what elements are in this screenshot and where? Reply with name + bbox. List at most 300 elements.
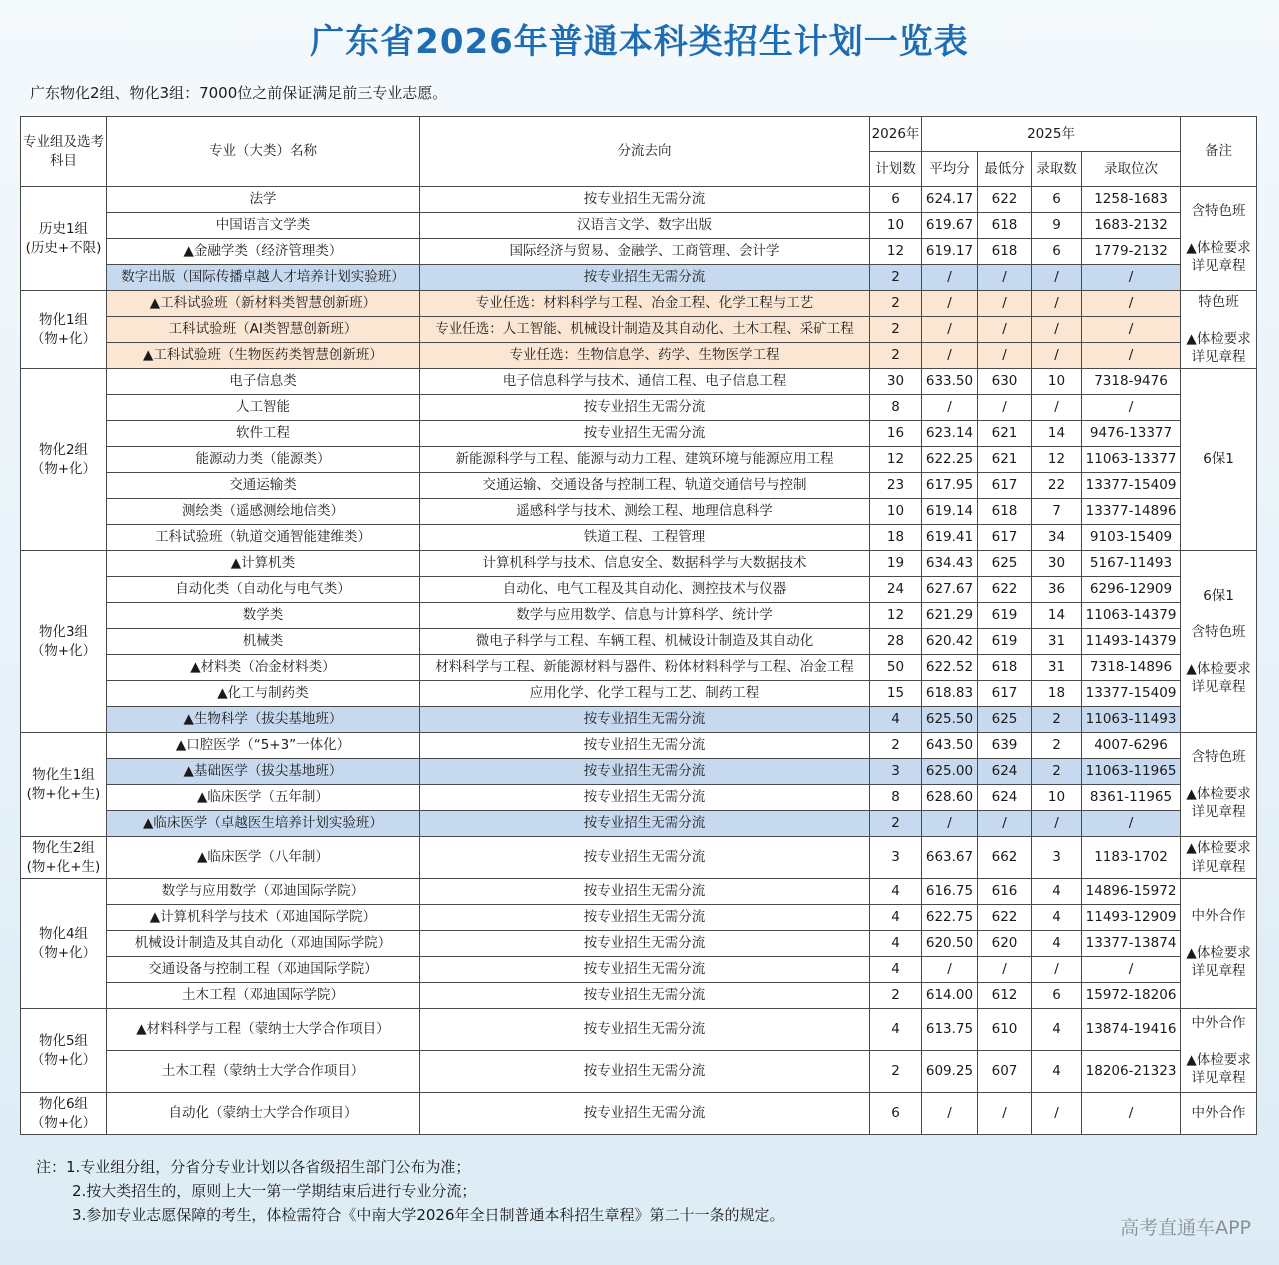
plan-cell: 18: [870, 525, 922, 551]
min-cell: 617: [978, 681, 1032, 707]
header-major: 专业（大类）名称: [107, 117, 420, 187]
plan-cell: 2: [870, 343, 922, 369]
plan-cell: 4: [870, 931, 922, 957]
count-cell: 4: [1032, 879, 1082, 905]
split-cell: 电子信息科学与技术、通信工程、电子信息工程: [420, 369, 870, 395]
avg-cell: 622.75: [922, 905, 978, 931]
header-note: 备注: [1181, 117, 1257, 187]
split-cell: 按专业招生无需分流: [420, 421, 870, 447]
rank-cell: 13874-19416: [1082, 1009, 1181, 1051]
avg-cell: /: [922, 291, 978, 317]
rank-cell: 1183-1702: [1082, 837, 1181, 879]
group-cell: 物化2组 （物+化）: [21, 369, 107, 551]
split-cell: 按专业招生无需分流: [420, 931, 870, 957]
plan-cell: 30: [870, 369, 922, 395]
count-cell: /: [1032, 957, 1082, 983]
rank-cell: 6296-12909: [1082, 577, 1181, 603]
note-cell: 中外合作 ▲体检要求 详见章程: [1181, 879, 1257, 1009]
rank-cell: 11063-13377: [1082, 447, 1181, 473]
avg-cell: 619.17: [922, 239, 978, 265]
count-cell: /: [1032, 265, 1082, 291]
avg-cell: /: [922, 1093, 978, 1135]
major-cell: 土木工程（邓迪国际学院）: [107, 983, 420, 1009]
major-cell: 数学与应用数学（邓迪国际学院）: [107, 879, 420, 905]
plan-cell: 10: [870, 213, 922, 239]
count-cell: 14: [1032, 421, 1082, 447]
count-cell: /: [1032, 291, 1082, 317]
plan-cell: 2: [870, 733, 922, 759]
table-row: [21, 983, 1257, 1009]
min-cell: 619: [978, 603, 1032, 629]
plan-cell: 50: [870, 655, 922, 681]
major-cell: ▲化工与制药类: [107, 681, 420, 707]
avg-cell: 620.50: [922, 931, 978, 957]
table-row: [21, 957, 1257, 983]
min-cell: /: [978, 395, 1032, 421]
header-avg: 平均分: [922, 152, 978, 187]
group-cell: 物化6组 （物+化）: [21, 1093, 107, 1135]
count-cell: 14: [1032, 603, 1082, 629]
major-cell: ▲材料类（冶金材料类）: [107, 655, 420, 681]
table-row: [21, 317, 1257, 343]
min-cell: /: [978, 317, 1032, 343]
plan-cell: 24: [870, 577, 922, 603]
note-cell: 含特色班 ▲体检要求 详见章程: [1181, 733, 1257, 837]
avg-cell: 622.52: [922, 655, 978, 681]
group-cell: 历史1组 (历史+不限): [21, 187, 107, 291]
table-row: [21, 629, 1257, 655]
major-cell: 土木工程（蒙纳士大学合作项目）: [107, 1051, 420, 1093]
count-cell: 7: [1032, 499, 1082, 525]
split-cell: 新能源科学与工程、能源与动力工程、建筑环境与能源应用工程: [420, 447, 870, 473]
count-cell: 4: [1032, 905, 1082, 931]
rank-cell: 1258-1683: [1082, 187, 1181, 213]
major-cell: 能源动力类（能源类）: [107, 447, 420, 473]
major-cell: 人工智能: [107, 395, 420, 421]
table-row: [21, 931, 1257, 957]
rank-cell: 18206-21323: [1082, 1051, 1181, 1093]
rank-cell: /: [1082, 343, 1181, 369]
plan-cell: 2: [870, 983, 922, 1009]
note-cell: 中外合作: [1181, 1093, 1257, 1135]
plan-cell: 2: [870, 811, 922, 837]
plan-cell: 2: [870, 265, 922, 291]
header-min: 最低分: [978, 152, 1032, 187]
count-cell: 18: [1032, 681, 1082, 707]
min-cell: /: [978, 291, 1032, 317]
plan-cell: 3: [870, 837, 922, 879]
avg-cell: 619.14: [922, 499, 978, 525]
rank-cell: 11493-14379: [1082, 629, 1181, 655]
table-row: [21, 603, 1257, 629]
footnote-2: 2.按大类招生的，原则上大一第一学期结束后进行专业分流；: [72, 1182, 477, 1200]
split-cell: 按专业招生无需分流: [420, 957, 870, 983]
header-plan: 计划数: [870, 152, 922, 187]
min-cell: 630: [978, 369, 1032, 395]
enrollment-plan-table: [20, 116, 1257, 1135]
avg-cell: 609.25: [922, 1051, 978, 1093]
major-cell: 机械设计制造及其自动化（邓迪国际学院）: [107, 931, 420, 957]
rank-cell: 11063-11965: [1082, 759, 1181, 785]
footnotes: [36, 1155, 785, 1227]
major-cell: ▲口腔医学（“5+3”一体化）: [107, 733, 420, 759]
count-cell: /: [1032, 811, 1082, 837]
rank-cell: 1683-2132: [1082, 213, 1181, 239]
split-cell: 按专业招生无需分流: [420, 265, 870, 291]
count-cell: 10: [1032, 785, 1082, 811]
table-row: [21, 577, 1257, 603]
split-cell: 按专业招生无需分流: [420, 811, 870, 837]
min-cell: 610: [978, 1009, 1032, 1051]
footnote-1: 注：1.专业组分组，分省分专业计划以各省级招生部门公布为准；: [36, 1158, 471, 1176]
table-body: [21, 187, 1257, 1135]
split-cell: 专业任选：生物信息学、药学、生物医学工程: [420, 343, 870, 369]
count-cell: 6: [1032, 983, 1082, 1009]
table-row: [21, 733, 1257, 759]
rank-cell: /: [1082, 265, 1181, 291]
plan-cell: 8: [870, 395, 922, 421]
plan-cell: 23: [870, 473, 922, 499]
min-cell: 620: [978, 931, 1032, 957]
min-cell: /: [978, 811, 1032, 837]
avg-cell: 618.83: [922, 681, 978, 707]
split-cell: 按专业招生无需分流: [420, 759, 870, 785]
avg-cell: 628.60: [922, 785, 978, 811]
plan-cell: 28: [870, 629, 922, 655]
split-cell: 自动化、电气工程及其自动化、测控技术与仪器: [420, 577, 870, 603]
table-row: [21, 879, 1257, 905]
min-cell: 624: [978, 759, 1032, 785]
table-row: [21, 239, 1257, 265]
split-cell: 按专业招生无需分流: [420, 1051, 870, 1093]
major-cell: ▲计算机科学与技术（邓迪国际学院）: [107, 905, 420, 931]
rank-cell: /: [1082, 957, 1181, 983]
rank-cell: 11063-14379: [1082, 603, 1181, 629]
rank-cell: 4007-6296: [1082, 733, 1181, 759]
major-cell: ▲生物科学（拔尖基地班）: [107, 707, 420, 733]
group-cell: 物化1组 （物+化）: [21, 291, 107, 369]
min-cell: 617: [978, 525, 1032, 551]
group-cell: 物化5组 （物+化）: [21, 1009, 107, 1093]
table-row: [21, 525, 1257, 551]
rank-cell: 13377-15409: [1082, 473, 1181, 499]
rank-cell: /: [1082, 317, 1181, 343]
count-cell: 2: [1032, 759, 1082, 785]
major-cell: 数学类: [107, 603, 420, 629]
table-row: [21, 499, 1257, 525]
major-cell: ▲临床医学（八年制）: [107, 837, 420, 879]
plan-cell: 4: [870, 879, 922, 905]
min-cell: 621: [978, 447, 1032, 473]
count-cell: 2: [1032, 707, 1082, 733]
avg-cell: 663.67: [922, 837, 978, 879]
plan-cell: 12: [870, 447, 922, 473]
count-cell: 4: [1032, 1051, 1082, 1093]
min-cell: 616: [978, 879, 1032, 905]
split-cell: 按专业招生无需分流: [420, 1009, 870, 1051]
split-cell: 按专业招生无需分流: [420, 707, 870, 733]
min-cell: 617: [978, 473, 1032, 499]
rank-cell: 7318-9476: [1082, 369, 1181, 395]
major-cell: ▲材料科学与工程（蒙纳士大学合作项目）: [107, 1009, 420, 1051]
rank-cell: 1779-2132: [1082, 239, 1181, 265]
major-cell: 软件工程: [107, 421, 420, 447]
rank-cell: 5167-11493: [1082, 551, 1181, 577]
count-cell: 6: [1032, 239, 1082, 265]
page-title: 广东省2026年普通本科类招生计划一览表: [310, 22, 969, 62]
split-cell: 铁道工程、工程管理: [420, 525, 870, 551]
plan-cell: 12: [870, 239, 922, 265]
major-cell: 测绘类（遥感测绘地信类）: [107, 499, 420, 525]
min-cell: 621: [978, 421, 1032, 447]
split-cell: 微电子科学与工程、车辆工程、机械设计制造及其自动化: [420, 629, 870, 655]
plan-cell: 4: [870, 957, 922, 983]
split-cell: 国际经济与贸易、金融学、工商管理、会计学: [420, 239, 870, 265]
avg-cell: 633.50: [922, 369, 978, 395]
avg-cell: 619.41: [922, 525, 978, 551]
major-cell: 交通运输类: [107, 473, 420, 499]
avg-cell: /: [922, 343, 978, 369]
plan-cell: 2: [870, 1051, 922, 1093]
min-cell: 624: [978, 785, 1032, 811]
watermark: 高考直通车APP: [1120, 1217, 1251, 1239]
split-cell: 计算机科学与技术、信息安全、数据科学与大数据技术: [420, 551, 870, 577]
avg-cell: 622.25: [922, 447, 978, 473]
split-cell: 按专业招生无需分流: [420, 905, 870, 931]
major-cell: 工科试验班（轨道交通智能建维类）: [107, 525, 420, 551]
split-cell: 汉语言文学、数字出版: [420, 213, 870, 239]
note-cell: 含特色班 ▲体检要求 详见章程: [1181, 187, 1257, 291]
table-row: [21, 551, 1257, 577]
table-row: [21, 1009, 1257, 1051]
note-cell: 中外合作 ▲体检要求 详见章程: [1181, 1009, 1257, 1093]
group-cell: 物化生2组 (物+化+生): [21, 837, 107, 879]
plan-cell: 15: [870, 681, 922, 707]
min-cell: /: [978, 1093, 1032, 1135]
rank-cell: 11063-11493: [1082, 707, 1181, 733]
table-row: [21, 291, 1257, 317]
count-cell: 2: [1032, 733, 1082, 759]
major-cell: ▲基础医学（拔尖基地班）: [107, 759, 420, 785]
min-cell: 618: [978, 239, 1032, 265]
rank-cell: /: [1082, 811, 1181, 837]
rank-cell: 15972-18206: [1082, 983, 1181, 1009]
min-cell: 625: [978, 551, 1032, 577]
table-row: [21, 1051, 1257, 1093]
min-cell: 618: [978, 213, 1032, 239]
split-cell: 按专业招生无需分流: [420, 395, 870, 421]
min-cell: 662: [978, 837, 1032, 879]
avg-cell: 623.14: [922, 421, 978, 447]
avg-cell: 617.95: [922, 473, 978, 499]
split-cell: 交通运输、交通设备与控制工程、轨道交通信号与控制: [420, 473, 870, 499]
table-row: [21, 473, 1257, 499]
avg-cell: 620.42: [922, 629, 978, 655]
count-cell: 30: [1032, 551, 1082, 577]
major-cell: 电子信息类: [107, 369, 420, 395]
rank-cell: /: [1082, 395, 1181, 421]
plan-cell: 6: [870, 187, 922, 213]
rank-cell: 8361-11965: [1082, 785, 1181, 811]
plan-cell: 4: [870, 707, 922, 733]
count-cell: 4: [1032, 931, 1082, 957]
count-cell: /: [1032, 1093, 1082, 1135]
min-cell: 607: [978, 1051, 1032, 1093]
table-row: [21, 1093, 1257, 1135]
table-row: [21, 681, 1257, 707]
rank-cell: 13377-13874: [1082, 931, 1181, 957]
major-cell: 工科试验班（AI类智慧创新班）: [107, 317, 420, 343]
count-cell: 12: [1032, 447, 1082, 473]
table-row: [21, 655, 1257, 681]
major-cell: 自动化类（自动化与电气类）: [107, 577, 420, 603]
header-split: 分流去向: [420, 117, 870, 187]
rank-cell: 14896-15972: [1082, 879, 1181, 905]
group-cell: 物化生1组 (物+化+生): [21, 733, 107, 837]
min-cell: 622: [978, 905, 1032, 931]
group-cell: 物化4组 （物+化）: [21, 879, 107, 1009]
avg-cell: 624.17: [922, 187, 978, 213]
rank-cell: 9103-15409: [1082, 525, 1181, 551]
plan-cell: 6: [870, 1093, 922, 1135]
split-cell: 按专业招生无需分流: [420, 879, 870, 905]
table-row: [21, 837, 1257, 879]
split-cell: 按专业招生无需分流: [420, 187, 870, 213]
group-cell: 物化3组 （物+化）: [21, 551, 107, 733]
count-cell: /: [1032, 317, 1082, 343]
table-row: [21, 187, 1257, 213]
header-2026: 2026年: [870, 117, 922, 152]
table-row: [21, 213, 1257, 239]
table-row: [21, 395, 1257, 421]
major-cell: 机械类: [107, 629, 420, 655]
avg-cell: 625.50: [922, 707, 978, 733]
min-cell: /: [978, 343, 1032, 369]
avg-cell: 614.00: [922, 983, 978, 1009]
count-cell: 4: [1032, 1009, 1082, 1051]
table-row: [21, 369, 1257, 395]
major-cell: 数字出版（国际传播卓越人才培养计划实验班）: [107, 265, 420, 291]
avg-cell: /: [922, 957, 978, 983]
table-row: [21, 265, 1257, 291]
note-cell: 6保1: [1181, 369, 1257, 551]
avg-cell: 627.67: [922, 577, 978, 603]
major-cell: ▲金融学类（经济管理类）: [107, 239, 420, 265]
major-cell: 自动化（蒙纳士大学合作项目）: [107, 1093, 420, 1135]
split-cell: 按专业招生无需分流: [420, 1093, 870, 1135]
avg-cell: 621.29: [922, 603, 978, 629]
table-row: [21, 759, 1257, 785]
rank-cell: 9476-13377: [1082, 421, 1181, 447]
major-cell: 交通设备与控制工程（邓迪国际学院）: [107, 957, 420, 983]
footnote-3: 3.参加专业志愿保障的考生，体检需符合《中南大学2026年全日制普通本科招生章程》第二十一条的规定。: [72, 1206, 785, 1224]
split-cell: 应用化学、化学工程与工艺、制药工程: [420, 681, 870, 707]
major-cell: 法学: [107, 187, 420, 213]
rank-cell: 13377-15409: [1082, 681, 1181, 707]
note-cell: 6保1 含特色班 ▲体检要求 详见章程: [1181, 551, 1257, 733]
major-cell: ▲计算机类: [107, 551, 420, 577]
count-cell: 9: [1032, 213, 1082, 239]
count-cell: 31: [1032, 629, 1082, 655]
split-cell: 专业任选：人工智能、机械设计制造及其自动化、土木工程、采矿工程: [420, 317, 870, 343]
count-cell: 10: [1032, 369, 1082, 395]
major-cell: 中国语言文学类: [107, 213, 420, 239]
avg-cell: 619.67: [922, 213, 978, 239]
avg-cell: 634.43: [922, 551, 978, 577]
split-cell: 材料科学与工程、新能源材料与器件、粉体材料科学与工程、冶金工程: [420, 655, 870, 681]
split-cell: 按专业招生无需分流: [420, 785, 870, 811]
split-cell: 按专业招生无需分流: [420, 983, 870, 1009]
header-group: 专业组及选考科目: [21, 117, 107, 187]
plan-cell: 4: [870, 1009, 922, 1051]
rank-cell: 7318-14896: [1082, 655, 1181, 681]
plan-cell: 2: [870, 317, 922, 343]
plan-cell: 10: [870, 499, 922, 525]
table-row: [21, 707, 1257, 733]
avg-cell: 616.75: [922, 879, 978, 905]
min-cell: 618: [978, 655, 1032, 681]
split-cell: 数学与应用数学、信息与计算科学、统计学: [420, 603, 870, 629]
rank-cell: /: [1082, 1093, 1181, 1135]
plan-cell: 3: [870, 759, 922, 785]
plan-cell: 8: [870, 785, 922, 811]
table-row: [21, 785, 1257, 811]
count-cell: /: [1032, 395, 1082, 421]
note-cell: ▲体检要求 详见章程: [1181, 837, 1257, 879]
min-cell: 622: [978, 577, 1032, 603]
count-cell: 31: [1032, 655, 1082, 681]
min-cell: 618: [978, 499, 1032, 525]
min-cell: 622: [978, 187, 1032, 213]
table-row: [21, 447, 1257, 473]
avg-cell: 625.00: [922, 759, 978, 785]
note-cell: 特色班 ▲体检要求 详见章程: [1181, 291, 1257, 369]
avg-cell: /: [922, 395, 978, 421]
header-rank: 录取位次: [1082, 152, 1181, 187]
page-subtitle: 广东物化2组、物化3组：7000位之前保证满足前三专业志愿。: [30, 84, 448, 102]
min-cell: /: [978, 265, 1032, 291]
split-cell: 按专业招生无需分流: [420, 733, 870, 759]
avg-cell: 643.50: [922, 733, 978, 759]
major-cell: ▲临床医学（五年制）: [107, 785, 420, 811]
major-cell: ▲工科试验班（新材料类智慧创新班）: [107, 291, 420, 317]
avg-cell: /: [922, 265, 978, 291]
table-row: [21, 343, 1257, 369]
plan-cell: 16: [870, 421, 922, 447]
min-cell: 639: [978, 733, 1032, 759]
count-cell: /: [1032, 343, 1082, 369]
min-cell: 612: [978, 983, 1032, 1009]
min-cell: /: [978, 957, 1032, 983]
avg-cell: 613.75: [922, 1009, 978, 1051]
avg-cell: /: [922, 317, 978, 343]
header-count: 录取数: [1032, 152, 1082, 187]
count-cell: 3: [1032, 837, 1082, 879]
major-cell: ▲临床医学（卓越医生培养计划实验班）: [107, 811, 420, 837]
avg-cell: /: [922, 811, 978, 837]
split-cell: 专业任选：材料科学与工程、冶金工程、化学工程与工艺: [420, 291, 870, 317]
count-cell: 6: [1032, 187, 1082, 213]
count-cell: 34: [1032, 525, 1082, 551]
count-cell: 36: [1032, 577, 1082, 603]
count-cell: 22: [1032, 473, 1082, 499]
plan-cell: 4: [870, 905, 922, 931]
major-cell: ▲工科试验班（生物医药类智慧创新班）: [107, 343, 420, 369]
split-cell: 遥感科学与技术、测绘工程、地理信息科学: [420, 499, 870, 525]
rank-cell: /: [1082, 291, 1181, 317]
min-cell: 625: [978, 707, 1032, 733]
min-cell: 619: [978, 629, 1032, 655]
